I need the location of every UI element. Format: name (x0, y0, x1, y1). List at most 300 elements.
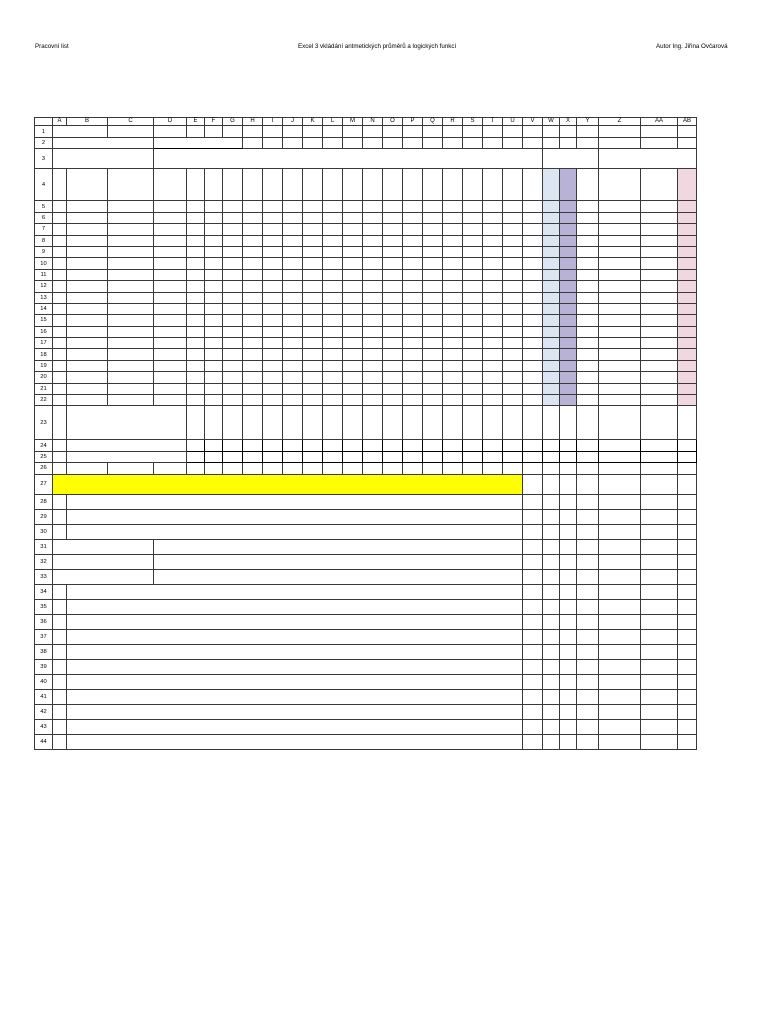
grade-cell[interactable] (503, 326, 523, 337)
row-number[interactable]: 25 (35, 451, 53, 462)
grade-cell[interactable] (205, 372, 223, 383)
cell[interactable] (577, 474, 599, 494)
column-header[interactable]: V (523, 118, 543, 126)
grade-cell[interactable] (523, 292, 543, 303)
cv-cell[interactable] (53, 360, 67, 371)
grade-cell[interactable] (323, 303, 343, 314)
subject-header[interactable] (154, 169, 187, 201)
cell[interactable] (599, 614, 641, 629)
grade-cell[interactable] (443, 281, 463, 292)
cell[interactable] (543, 494, 560, 509)
cell[interactable] (560, 584, 577, 599)
grade-cell[interactable] (423, 395, 443, 406)
cell[interactable] (53, 719, 67, 734)
cell[interactable] (599, 524, 641, 539)
grade-cell[interactable] (243, 338, 263, 349)
celkem-cell[interactable] (577, 349, 599, 360)
grade-cell[interactable] (205, 349, 223, 360)
grade-cell[interactable] (303, 212, 323, 223)
cell[interactable] (678, 629, 697, 644)
surname-cell[interactable] (67, 303, 108, 314)
grade-cell[interactable] (243, 201, 263, 212)
grade-cell[interactable] (223, 281, 243, 292)
cell[interactable] (543, 509, 560, 524)
grade-cell[interactable] (383, 395, 403, 406)
subject-header[interactable] (403, 169, 423, 201)
cell[interactable] (53, 569, 154, 584)
cell[interactable] (53, 539, 154, 554)
cell[interactable] (443, 126, 463, 138)
cell[interactable] (303, 440, 323, 451)
column-header[interactable]: G (223, 118, 243, 126)
grade-cell[interactable] (187, 258, 205, 269)
row-number[interactable]: 17 (35, 338, 53, 349)
prumer-header[interactable] (641, 169, 678, 201)
grade-cell[interactable] (187, 269, 205, 280)
prumer-cell[interactable] (641, 349, 678, 360)
cell[interactable] (303, 406, 323, 440)
surname-cell[interactable] (67, 201, 108, 212)
cell[interactable] (543, 689, 560, 704)
grade-cell[interactable] (283, 224, 303, 235)
cell[interactable] (523, 599, 543, 614)
grade-cell[interactable] (483, 303, 503, 314)
cell[interactable] (641, 689, 678, 704)
row-number[interactable]: 42 (35, 704, 53, 719)
grade-cell[interactable] (423, 258, 443, 269)
cell[interactable] (187, 406, 205, 440)
cell[interactable] (577, 689, 599, 704)
cell[interactable] (577, 704, 599, 719)
grade-cell[interactable] (223, 395, 243, 406)
subject-header[interactable] (443, 169, 463, 201)
cell[interactable] (443, 138, 463, 149)
cell[interactable] (303, 126, 323, 138)
cell[interactable] (323, 440, 343, 451)
celkem-cell[interactable] (577, 292, 599, 303)
cell[interactable] (343, 126, 363, 138)
cell[interactable] (463, 463, 483, 474)
grade-cell[interactable] (283, 338, 303, 349)
cell[interactable] (641, 599, 678, 614)
grade-cell[interactable] (205, 395, 223, 406)
grade-cell[interactable] (283, 383, 303, 394)
row-number[interactable]: 40 (35, 674, 53, 689)
grade-cell[interactable] (463, 383, 483, 394)
firstname-cell[interactable] (108, 349, 154, 360)
grade-cell[interactable] (187, 372, 205, 383)
grade-cell[interactable] (363, 246, 383, 257)
firstname-cell[interactable] (108, 303, 154, 314)
grade-cell[interactable] (323, 383, 343, 394)
cell[interactable] (543, 126, 560, 138)
grade-cell[interactable] (243, 383, 263, 394)
cell[interactable] (187, 440, 205, 451)
cell[interactable] (503, 138, 523, 149)
row-number[interactable]: 10 (35, 258, 53, 269)
grade-cell[interactable] (483, 235, 503, 246)
grade-cell[interactable] (187, 235, 205, 246)
cell[interactable] (205, 451, 223, 462)
grade-cell[interactable] (463, 372, 483, 383)
cell[interactable] (577, 614, 599, 629)
cell[interactable] (599, 734, 641, 749)
grade-cell[interactable] (263, 349, 283, 360)
grade-cell[interactable] (243, 269, 263, 280)
grade-cell[interactable] (443, 235, 463, 246)
grade-cell[interactable] (154, 269, 187, 280)
grade-cell[interactable] (443, 372, 463, 383)
cell[interactable] (323, 406, 343, 440)
row-number[interactable]: 22 (35, 395, 53, 406)
cell[interactable] (599, 494, 641, 509)
grade-cell[interactable] (323, 372, 343, 383)
soucet-cell[interactable] (599, 292, 641, 303)
grade-cell[interactable] (187, 349, 205, 360)
grade-cell[interactable] (383, 224, 403, 235)
column-header[interactable]: W (543, 118, 560, 126)
grade-cell[interactable] (523, 372, 543, 383)
grade-cell[interactable] (303, 315, 323, 326)
cell[interactable] (678, 734, 697, 749)
cell[interactable] (641, 644, 678, 659)
cell[interactable] (67, 463, 108, 474)
cell[interactable] (443, 406, 463, 440)
cell[interactable] (560, 674, 577, 689)
celkem-cell[interactable] (577, 315, 599, 326)
cv-cell[interactable] (53, 338, 67, 349)
cell[interactable] (543, 451, 560, 462)
grade-cell[interactable] (443, 383, 463, 394)
grade-cell[interactable] (443, 326, 463, 337)
column-header[interactable]: L (323, 118, 343, 126)
grade-cell[interactable] (283, 315, 303, 326)
cell[interactable] (560, 539, 577, 554)
cell[interactable] (543, 704, 560, 719)
prumer-cell[interactable] (641, 383, 678, 394)
grade-cell[interactable] (205, 212, 223, 223)
cell[interactable] (53, 509, 67, 524)
cell[interactable] (543, 644, 560, 659)
grade-cell[interactable] (283, 360, 303, 371)
instruction-item[interactable] (67, 494, 523, 509)
row-number[interactable]: 4 (35, 169, 53, 201)
celkem-cell[interactable] (577, 212, 599, 223)
grade-cell[interactable] (243, 212, 263, 223)
cell[interactable] (641, 629, 678, 644)
row-number[interactable]: 9 (35, 246, 53, 257)
grade-cell[interactable] (363, 338, 383, 349)
cell[interactable] (641, 494, 678, 509)
kontrolni-soucet[interactable] (67, 440, 187, 451)
grade-cell[interactable] (154, 349, 187, 360)
cell[interactable] (599, 474, 641, 494)
cell[interactable] (423, 440, 443, 451)
cell[interactable] (443, 440, 463, 451)
grade-cell[interactable] (303, 258, 323, 269)
cell[interactable] (543, 539, 560, 554)
prospech-cell[interactable] (678, 224, 697, 235)
grade-cell[interactable] (154, 383, 187, 394)
cell[interactable] (53, 451, 67, 462)
subject-header[interactable] (323, 169, 343, 201)
grade-cell[interactable] (403, 303, 423, 314)
nh-cell[interactable] (560, 246, 577, 257)
celkem-cell[interactable] (577, 372, 599, 383)
grade-cell[interactable] (363, 235, 383, 246)
row-number[interactable]: 18 (35, 349, 53, 360)
cell[interactable] (503, 126, 523, 138)
grade-cell[interactable] (263, 292, 283, 303)
grade-cell[interactable] (503, 383, 523, 394)
grade-cell[interactable] (503, 269, 523, 280)
soucet-cell[interactable] (599, 315, 641, 326)
nh-cell[interactable] (560, 338, 577, 349)
cell[interactable] (543, 463, 560, 474)
column-header[interactable]: S (463, 118, 483, 126)
cell[interactable] (343, 451, 363, 462)
grade-cell[interactable] (383, 201, 403, 212)
soucet-cell[interactable] (599, 383, 641, 394)
cell[interactable] (599, 584, 641, 599)
grade-cell[interactable] (263, 338, 283, 349)
grade-cell[interactable] (443, 269, 463, 280)
prospech-cell[interactable] (678, 338, 697, 349)
grade-cell[interactable] (243, 326, 263, 337)
grade-cell[interactable] (383, 372, 403, 383)
cell[interactable] (463, 406, 483, 440)
grade-cell[interactable] (187, 338, 205, 349)
grade-cell[interactable] (323, 338, 343, 349)
grade-cell[interactable] (463, 281, 483, 292)
oh-cell[interactable] (543, 326, 560, 337)
grade-cell[interactable] (363, 292, 383, 303)
cell[interactable] (523, 463, 543, 474)
cell[interactable] (383, 440, 403, 451)
grade-cell[interactable] (187, 360, 205, 371)
row-number[interactable]: 44 (35, 734, 53, 749)
grade-cell[interactable] (463, 338, 483, 349)
grade-cell[interactable] (523, 315, 543, 326)
cell[interactable] (223, 406, 243, 440)
oh-cell[interactable] (543, 395, 560, 406)
instruction-item[interactable] (67, 614, 523, 629)
grade-cell[interactable] (423, 303, 443, 314)
grade-cell[interactable] (223, 212, 243, 223)
grade-cell[interactable] (523, 224, 543, 235)
cell[interactable] (523, 451, 543, 462)
grade-cell[interactable] (243, 303, 263, 314)
cv-cell[interactable] (53, 246, 67, 257)
grade-cell[interactable] (483, 360, 503, 371)
grade-cell[interactable] (403, 326, 423, 337)
cell[interactable] (577, 138, 599, 149)
instruction-item[interactable] (67, 599, 523, 614)
grade-cell[interactable] (423, 338, 443, 349)
cell[interactable] (641, 569, 678, 584)
grade-cell[interactable] (223, 246, 243, 257)
grade-cell[interactable] (223, 258, 243, 269)
prumer-cell[interactable] (641, 201, 678, 212)
oh-cell[interactable] (543, 315, 560, 326)
cell[interactable] (523, 126, 543, 138)
cv-cell[interactable] (53, 235, 67, 246)
cell[interactable] (543, 719, 560, 734)
cell[interactable] (560, 138, 577, 149)
instruction-item[interactable] (67, 524, 523, 539)
cell[interactable] (641, 674, 678, 689)
soucet-cell[interactable] (599, 326, 641, 337)
prospech-cell[interactable] (678, 372, 697, 383)
prospech-cell[interactable] (678, 292, 697, 303)
nh-cell[interactable] (560, 303, 577, 314)
cell[interactable] (53, 689, 67, 704)
grade-cell[interactable] (483, 315, 503, 326)
row-number[interactable]: 14 (35, 303, 53, 314)
grade-cell[interactable] (443, 303, 463, 314)
oh-cell[interactable] (543, 383, 560, 394)
prumer-cell[interactable] (641, 326, 678, 337)
oh-cell[interactable] (543, 303, 560, 314)
grade-cell[interactable] (223, 360, 243, 371)
row-number[interactable]: 16 (35, 326, 53, 337)
instruction-item[interactable] (67, 689, 523, 704)
grade-cell[interactable] (463, 269, 483, 280)
cell[interactable] (403, 138, 423, 149)
cell[interactable] (543, 584, 560, 599)
surname-cell[interactable] (67, 292, 108, 303)
prospech-cell[interactable] (678, 281, 697, 292)
soucet-cell[interactable] (599, 349, 641, 360)
grade-cell[interactable] (523, 395, 543, 406)
row-number[interactable]: 12 (35, 281, 53, 292)
grade-cell[interactable] (323, 292, 343, 303)
prumer-cell[interactable] (641, 258, 678, 269)
cell[interactable] (523, 494, 543, 509)
subject-header[interactable] (343, 169, 363, 201)
grade-cell[interactable] (463, 315, 483, 326)
grade-cell[interactable] (363, 269, 383, 280)
grade-cell[interactable] (323, 235, 343, 246)
grade-cell[interactable] (443, 212, 463, 223)
prumer-cell[interactable] (641, 246, 678, 257)
grade-cell[interactable] (503, 303, 523, 314)
cell[interactable] (560, 719, 577, 734)
grade-cell[interactable] (383, 360, 403, 371)
cell[interactable] (187, 451, 205, 462)
cell[interactable] (678, 138, 697, 149)
grade-cell[interactable] (303, 395, 323, 406)
cell[interactable] (243, 440, 263, 451)
grade-cell[interactable] (223, 349, 243, 360)
cell[interactable] (599, 599, 641, 614)
grade-cell[interactable] (154, 303, 187, 314)
column-header[interactable]: C (108, 118, 154, 126)
prumer-cell[interactable] (641, 269, 678, 280)
cell[interactable] (543, 614, 560, 629)
oh-cell[interactable] (543, 338, 560, 349)
grade-cell[interactable] (205, 338, 223, 349)
cell[interactable] (303, 138, 323, 149)
firstname-cell[interactable] (108, 235, 154, 246)
cell[interactable] (383, 406, 403, 440)
instruction-highlight[interactable] (53, 474, 523, 494)
cell[interactable] (283, 406, 303, 440)
cell[interactable] (560, 689, 577, 704)
grade-cell[interactable] (503, 372, 523, 383)
soucet-header[interactable] (599, 169, 641, 201)
grade-cell[interactable] (363, 349, 383, 360)
grade-cell[interactable] (503, 395, 523, 406)
celkem-header[interactable] (577, 169, 599, 201)
grade-cell[interactable] (223, 269, 243, 280)
instruction-item[interactable] (67, 644, 523, 659)
row-number[interactable]: 36 (35, 614, 53, 629)
subject-header[interactable] (243, 169, 263, 201)
cell[interactable] (599, 463, 641, 474)
grade-cell[interactable] (283, 212, 303, 223)
grade-cell[interactable] (154, 292, 187, 303)
surname-cell[interactable] (67, 258, 108, 269)
row-number[interactable]: 23 (35, 406, 53, 440)
grade-cell[interactable] (154, 281, 187, 292)
grade-cell[interactable] (283, 258, 303, 269)
cell[interactable] (53, 554, 154, 569)
grade-cell[interactable] (443, 201, 463, 212)
row-number[interactable]: 1 (35, 126, 53, 138)
cell[interactable] (641, 554, 678, 569)
column-header[interactable]: Z (599, 118, 641, 126)
cell[interactable] (678, 689, 697, 704)
grade-cell[interactable] (243, 360, 263, 371)
cell[interactable] (543, 629, 560, 644)
column-header[interactable]: E (187, 118, 205, 126)
cell[interactable] (53, 406, 67, 440)
grade-cell[interactable] (263, 246, 283, 257)
cell[interactable] (599, 406, 641, 440)
cell[interactable] (263, 406, 283, 440)
grade-cell[interactable] (205, 201, 223, 212)
grade-cell[interactable] (187, 201, 205, 212)
oh-cell[interactable] (543, 258, 560, 269)
cell[interactable] (577, 494, 599, 509)
grade-cell[interactable] (403, 224, 423, 235)
grade-cell[interactable] (283, 303, 303, 314)
grade-cell[interactable] (403, 395, 423, 406)
cell[interactable] (577, 734, 599, 749)
grade-cell[interactable] (187, 326, 205, 337)
column-header[interactable]: AB (678, 118, 697, 126)
grade-cell[interactable] (423, 326, 443, 337)
firstname-cell[interactable] (108, 224, 154, 235)
cell[interactable] (483, 440, 503, 451)
nh-cell[interactable] (560, 292, 577, 303)
surname-cell[interactable] (67, 212, 108, 223)
cell[interactable] (363, 463, 383, 474)
grade-cell[interactable] (483, 201, 503, 212)
celkem-cell[interactable] (577, 246, 599, 257)
cell[interactable] (641, 463, 678, 474)
cell[interactable] (577, 126, 599, 138)
oh-cell[interactable] (543, 281, 560, 292)
grade-cell[interactable] (483, 212, 503, 223)
grade-cell[interactable] (343, 212, 363, 223)
grade-cell[interactable] (343, 383, 363, 394)
firstname-cell[interactable] (108, 281, 154, 292)
celkem-cell[interactable] (577, 201, 599, 212)
column-header[interactable]: F (205, 118, 223, 126)
cell[interactable] (463, 451, 483, 462)
